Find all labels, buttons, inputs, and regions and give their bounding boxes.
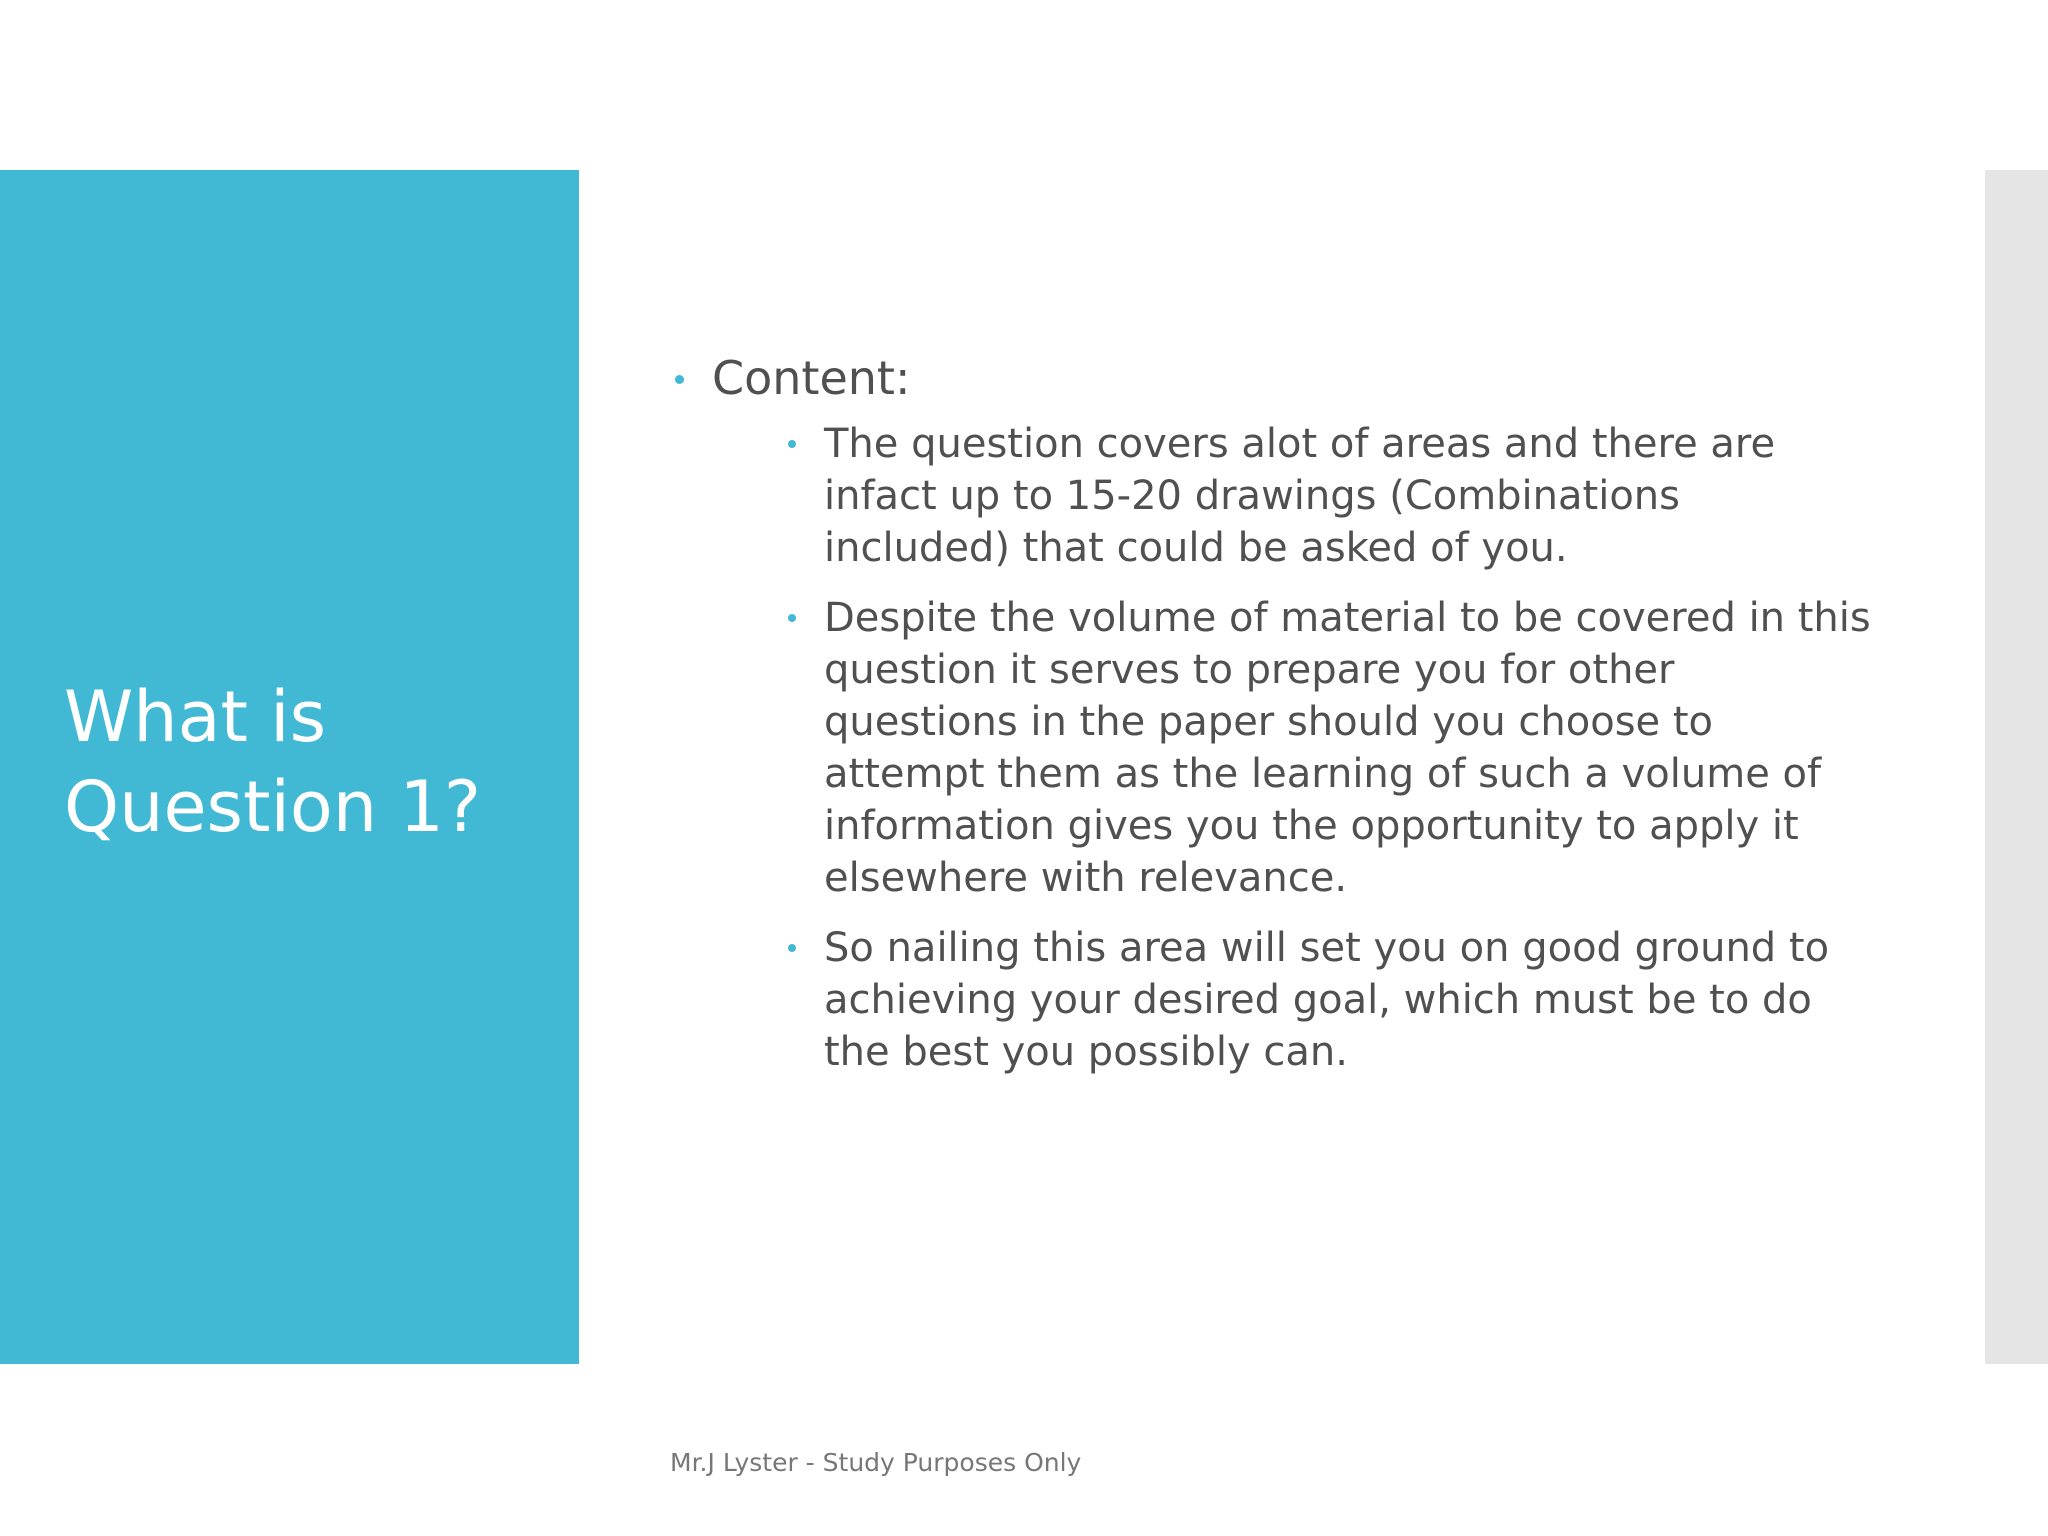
sub-bullet-3: [824, 922, 1829, 1078]
slide-footer: Mr.J Lyster - Study Purposes Only: [670, 1448, 1082, 1477]
sub-bullet-2-line: attempt them as the learning of such a volume of: [824, 751, 1822, 797]
sub-bullet-2: [824, 592, 1871, 904]
sub-bullet-2-line: questions in the paper should you choose to: [824, 699, 1714, 745]
bullet-dot-icon: [788, 614, 796, 622]
bullet-dot-icon: [675, 375, 684, 384]
bullet-content-heading: Content:: [712, 351, 911, 405]
sub-bullet-2-line: question it serves to prepare you for other: [824, 647, 1675, 693]
sub-bullet-3-line: the best you possibly can.: [824, 1029, 1348, 1075]
bullet-dot-icon: [788, 944, 796, 952]
sub-bullet-2-line: elsewhere with relevance.: [824, 855, 1348, 901]
sub-bullet-1: [824, 418, 1775, 574]
sub-bullet-1-line: included) that could be asked of you.: [824, 525, 1568, 571]
slide-title-line-1: What is: [64, 676, 327, 758]
bullet-dot-icon: [788, 440, 796, 448]
slide-title-line-2: Question 1?: [64, 766, 482, 848]
sub-bullet-1-line: infact up to 15-20 drawings (Combinations: [824, 473, 1680, 519]
sub-bullet-3-line: So nailing this area will set you on good ground to: [824, 925, 1830, 971]
sub-bullet-2-line: information gives you the opportunity to apply it: [824, 803, 1799, 849]
sub-bullet-1-line: The question covers alot of areas and there are: [824, 421, 1776, 467]
sub-bullet-2-line: Despite the volume of material to be covered in this: [824, 595, 1871, 641]
sub-bullet-3-line: achieving your desired goal, which must be to do: [824, 977, 1812, 1023]
